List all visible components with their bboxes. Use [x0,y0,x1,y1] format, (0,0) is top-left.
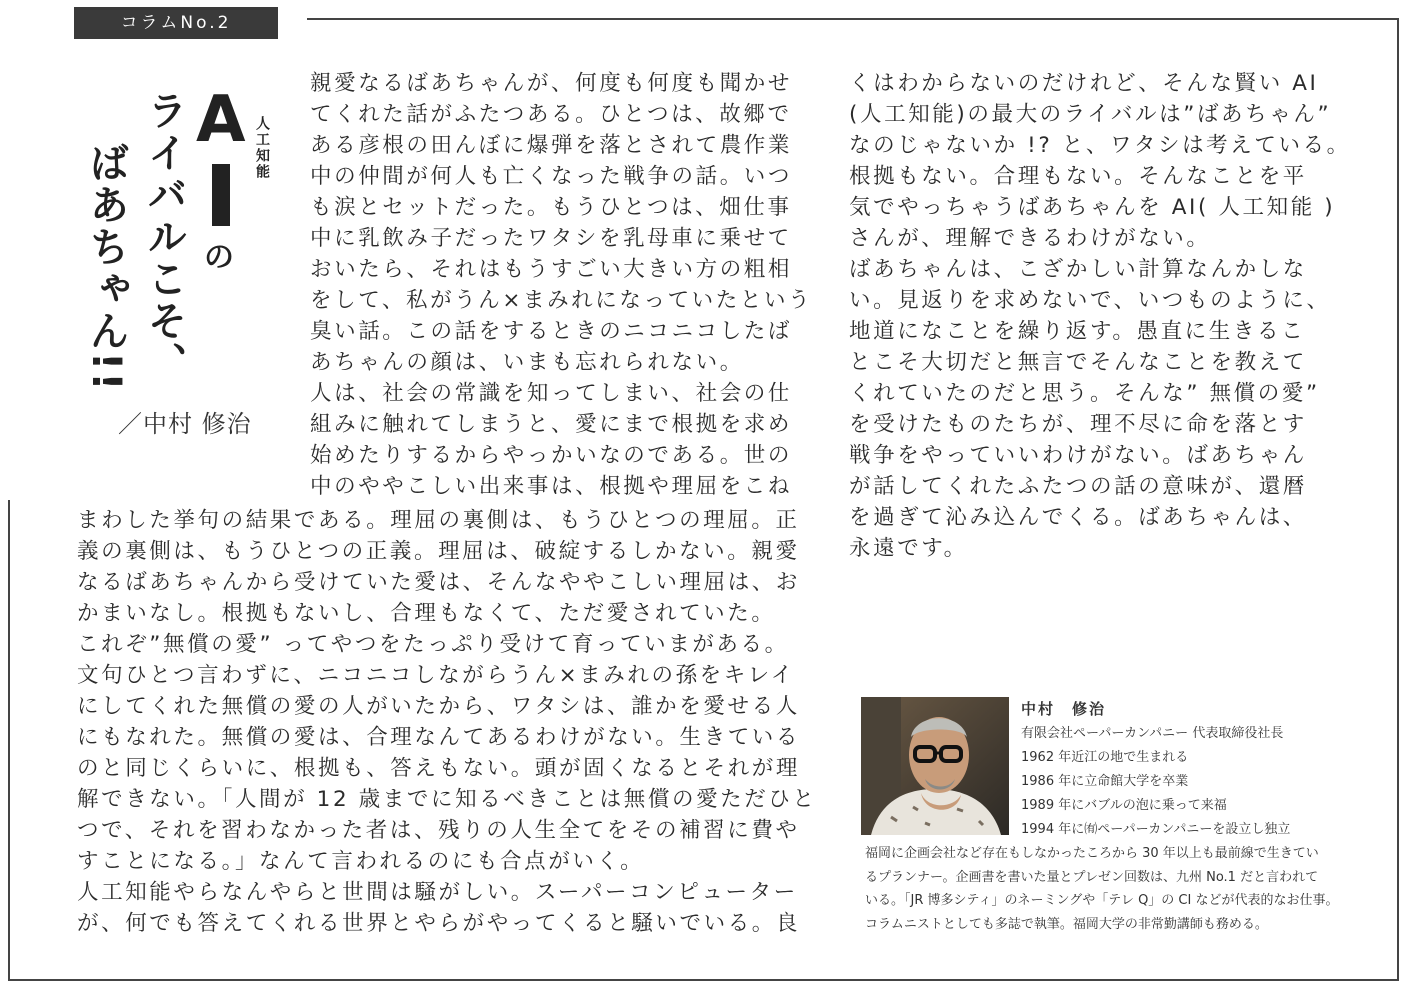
title-line-1: ライバルこそ、 [141,90,187,384]
frame-right-rule [1397,18,1399,981]
bio-description-line: コラムニストとしても多誌で執筆。福岡大学の非常勤講師も務める。 [865,916,1268,932]
text-line: も涙とセットだった。もうひとつは、畑仕事 [310,195,792,220]
text-line: つで、それを習わなかった者は、残りの人生全てをその補習に費や [77,818,800,843]
text-line: のと同じくらいに、根拠も、答えもない。頭が固くなるとそれが理 [77,756,801,781]
text-line: 解できない。「人間が 12 歳までに知るべきことは無償の愛ただひと [77,787,817,812]
text-line: が話してくれたふたつの話の意味が、還暦 [849,474,1307,499]
bio-line: 1994 年に㈲ペーパーカンパニーを設立し独立 [1021,822,1291,837]
text-line: くはわからないのだけれど、そんな賢い AI [849,71,1319,96]
text-line: 文句ひとつ言わずに、ニコニコしながらうん×まみれの孫をキレイ [77,663,795,688]
text-line: ある彦根の田んぼに爆弾を落とされて農作業 [310,133,793,158]
text-line: 中のややこしい出来事は、根拠や理屈をこね [310,474,793,499]
text-line: 根拠もない。合理もない。そんなことを平 [849,164,1307,189]
text-line: 中の仲間が何人も亡くなった戦争の話。いつ [310,164,793,189]
bio-name: 中村 修治 [1021,700,1107,718]
text-line: すことになる。」なんて言われるのにも合点がいく。 [77,849,645,874]
text-line: かまいなし。根拠もないし、合理もなくて、ただ愛されていた。 [77,601,776,626]
author-portrait-image [861,697,1009,835]
text-line: まわした挙句の結果である。理屈の裏側は、もうひとつの理屈。正 [77,508,800,533]
text-line: 人は、社会の常識を知ってしまい、社会の仕 [310,381,793,406]
text-line: おいたら、それはもうすごい大きい方の粗相 [310,257,793,282]
bio-description-line: 福岡に企画会社など存在もしなかったころから 30 年以上も最前線で生きてい [865,846,1319,861]
column-2 [849,68,1351,564]
bio-description-line: るプランナー。企画書を書いた量とプレゼン回数は、九州 No.1 だと言われて [865,869,1319,885]
bio-line: 1986 年に立命館大学を卒業 [1021,774,1189,789]
text-line: 気でやっちゃうばあちゃんを AI( 人工知能 ) [849,195,1336,220]
bio-description-line: いる。「JR 博多シティ」のネーミングや「テレ Q」の CI などが代表的なお仕事。 [865,893,1339,908]
text-line: とこそ大切だと無言でそんなことを教えて [849,350,1307,375]
frame-top-rule [307,18,1399,20]
author-bio [1021,698,1290,842]
bio-line: 有限会社ペーパーカンパニー 代表取締役社長 [1021,726,1284,741]
text-line: 人工知能やらなんやらと世間は騒がしい。スーパーコンピューター [77,880,798,905]
text-line: にもなれた。無償の愛は、合理なんてあるわけがない。生きている [77,725,801,750]
text-line: 中に乳飲み子だったワタシを乳母車に乗せて [310,226,792,251]
text-line: をして、私がうん×まみれになっていたという [310,288,813,313]
text-line: 臭い話。この話をするときのニコニコしたば [310,319,793,344]
title-ai-letter-i [212,164,230,226]
text-line: 地道になことを繰り返す。愚直に生きるこ [849,319,1306,344]
column-1-bottom [77,505,817,939]
author-bio-description [865,842,1338,936]
text-line: い。見返りを求めないで、いつものように、 [849,288,1331,313]
title-particle: の [204,240,234,275]
title-ruby: 人工知能 [254,116,270,180]
text-line: 義の裏側は、もうひとつの正義。理屈は、破綻するしかない。親愛 [77,539,800,564]
text-line: 戦争をやっていいわけがない。ばあちゃん [849,443,1307,468]
author-photo [861,697,1009,835]
bio-line: 1962 年近江の地で生まれる [1021,750,1189,765]
text-line: にしてくれた無償の愛の人がいたから、ワタシは、誰かを愛せる人 [77,694,800,719]
column-tag: コラムNo.2 [74,7,278,39]
text-line: を受けたものたちが、理不尽に命を落とす [849,412,1307,437]
text-line: 親愛なるばあちゃんが、何度も何度も聞かせ [310,71,793,96]
text-line: なるばあちゃんから受けていた愛は、そんなややこしい理屈は、お [77,570,801,595]
text-line: てくれた話がふたつある。ひとつは、故郷で [310,102,792,127]
author-byline: ／中村 修治 [118,410,252,438]
text-line: これぞ”無償の愛” ってやつをたっぷり受けて育っていまがある。 [77,632,789,657]
title-line-2: ばあちゃん!! [83,142,129,393]
text-line: さんが、理解できるわけがない。 [849,226,1211,251]
text-line: くれていたのだと思う。そんな” 無償の愛” [849,381,1320,406]
frame-bottom-rule [8,979,1399,981]
text-line: ばあちゃんは、こざかしい計算なんかしな [849,257,1307,282]
text-line: (人工知能)の最大のライバルは”ばあちゃん” [849,102,1332,127]
text-line: あちゃんの顔は、いまも忘れられない。 [310,350,744,375]
text-line: 永遠です。 [849,536,968,561]
text-line: を過ぎて沁み込んでくる。ばあちゃんは、 [849,505,1307,530]
bio-line: 1989 年にバブルの泡に乗って来福 [1021,798,1227,813]
title-ai-letter: A [196,83,246,157]
text-line: が、何でも答えてくれる世界とやらがやってくると騒いでいる。良 [77,911,801,936]
column-1-top [310,68,812,502]
text-line: 組みに触れてしまうと、愛にまで根拠を求め [310,412,793,437]
text-line: なのじゃないか !? と、ワタシは考えている。 [849,133,1351,158]
text-line: 始めたりするからやっかいなのである。世の [310,443,793,468]
frame-left-rule [8,500,10,981]
